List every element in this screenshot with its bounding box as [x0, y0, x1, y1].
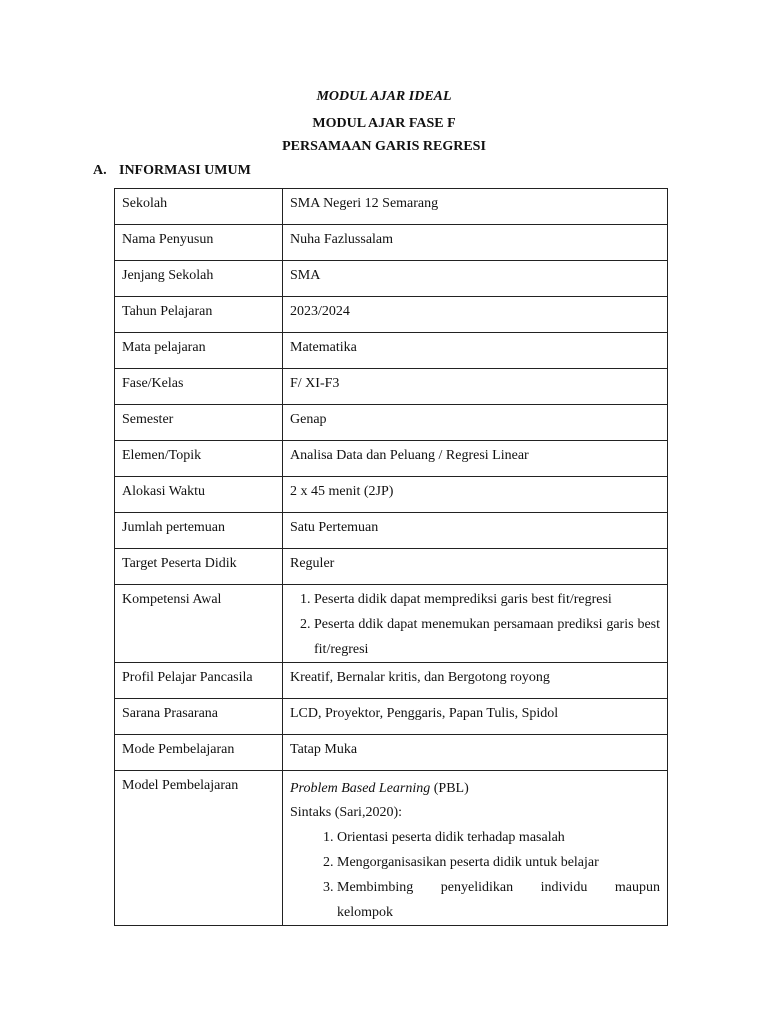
row-label: Nama Penyusun — [115, 225, 283, 261]
table-row — [115, 477, 668, 513]
list-item: 1. Orientasi peserta didik terhadap masalah — [337, 825, 660, 850]
row-value: LCD, Proyektor, Penggaris, Papan Tulis, Spidol — [283, 699, 668, 735]
row-value: F/ XI-F3 — [283, 369, 668, 405]
kompetensi-list-cell — [283, 585, 668, 663]
row-label: Sarana Prasarana — [115, 699, 283, 735]
row-value: 2023/2024 — [283, 297, 668, 333]
list-item — [337, 875, 660, 925]
row-label: Mode Pembelajaran — [115, 735, 283, 771]
kompetensi-list — [290, 587, 660, 662]
row-label: Profil Pelajar Pancasila — [115, 663, 283, 699]
section-heading — [93, 162, 251, 180]
document-title-topic: PERSAMAAN GARIS REGRESI — [282, 139, 486, 154]
row-label: Sekolah — [115, 189, 283, 225]
list-item: 1. Peserta didik dapat memprediksi garis best fit/regresi — [314, 587, 660, 612]
list-item-text: Membimbing penyelidikan individu maupun — [337, 880, 660, 895]
table-row — [115, 405, 668, 441]
row-value: SMA Negeri 12 Semarang — [283, 189, 668, 225]
table-row — [115, 549, 668, 585]
row-value: 2 x 45 menit (2JP) — [283, 477, 668, 513]
table-row — [115, 513, 668, 549]
row-label: Target Peserta Didik — [115, 549, 283, 585]
list-item-wrap: kelompok — [337, 905, 393, 920]
row-value: Analisa Data dan Peluang / Regresi Linear — [283, 441, 668, 477]
table-row-model — [115, 771, 668, 926]
table-row — [115, 333, 668, 369]
section-letter: A. — [93, 163, 107, 178]
table-row — [115, 735, 668, 771]
table-row — [115, 225, 668, 261]
row-label: Tahun Pelajaran — [115, 297, 283, 333]
row-label: Mata pelajaran — [115, 333, 283, 369]
list-item: 2. Peserta ddik dapat menemukan persamaan prediksi garis best fit/regresi — [314, 612, 660, 662]
info-table — [114, 188, 668, 926]
table-row — [115, 369, 668, 405]
model-sintaks: Sintaks (Sari,2020): — [290, 805, 402, 820]
row-value: Kreatif, Bernalar kritis, dan Bergotong royong — [283, 663, 668, 699]
table-row — [115, 261, 668, 297]
model-cell — [283, 771, 668, 926]
row-value: Tatap Muka — [283, 735, 668, 771]
table-row — [115, 699, 668, 735]
list-item: 2. Mengorganisasikan peserta didik untuk belajar — [337, 850, 660, 875]
row-label: Model Pembelajaran — [115, 771, 283, 926]
table-row-kompetensi — [115, 585, 668, 663]
document-title-ideal: MODUL AJAR IDEAL — [316, 89, 452, 104]
sintaks-list — [290, 825, 660, 925]
row-value: SMA — [283, 261, 668, 297]
row-value: Genap — [283, 405, 668, 441]
document-title-fase: MODUL AJAR FASE F — [312, 116, 456, 131]
row-label: Elemen/Topik — [115, 441, 283, 477]
section-title: INFORMASI UMUM — [119, 163, 251, 178]
row-label: Jumlah pertemuan — [115, 513, 283, 549]
row-label: Fase/Kelas — [115, 369, 283, 405]
table-row — [115, 297, 668, 333]
row-value: Matematika — [283, 333, 668, 369]
row-label: Kompetensi Awal — [115, 585, 283, 663]
model-name — [290, 777, 660, 801]
row-value: Satu Pertemuan — [283, 513, 668, 549]
table-row — [115, 189, 668, 225]
row-label: Semester — [115, 405, 283, 441]
row-value: Nuha Fazlussalam — [283, 225, 668, 261]
row-label: Alokasi Waktu — [115, 477, 283, 513]
table-row — [115, 441, 668, 477]
table-row — [115, 663, 668, 699]
row-label: Jenjang Sekolah — [115, 261, 283, 297]
row-value: Reguler — [283, 549, 668, 585]
model-name-italic: Problem Based Learning — [290, 781, 431, 796]
model-name-suffix: (PBL) — [430, 781, 469, 796]
